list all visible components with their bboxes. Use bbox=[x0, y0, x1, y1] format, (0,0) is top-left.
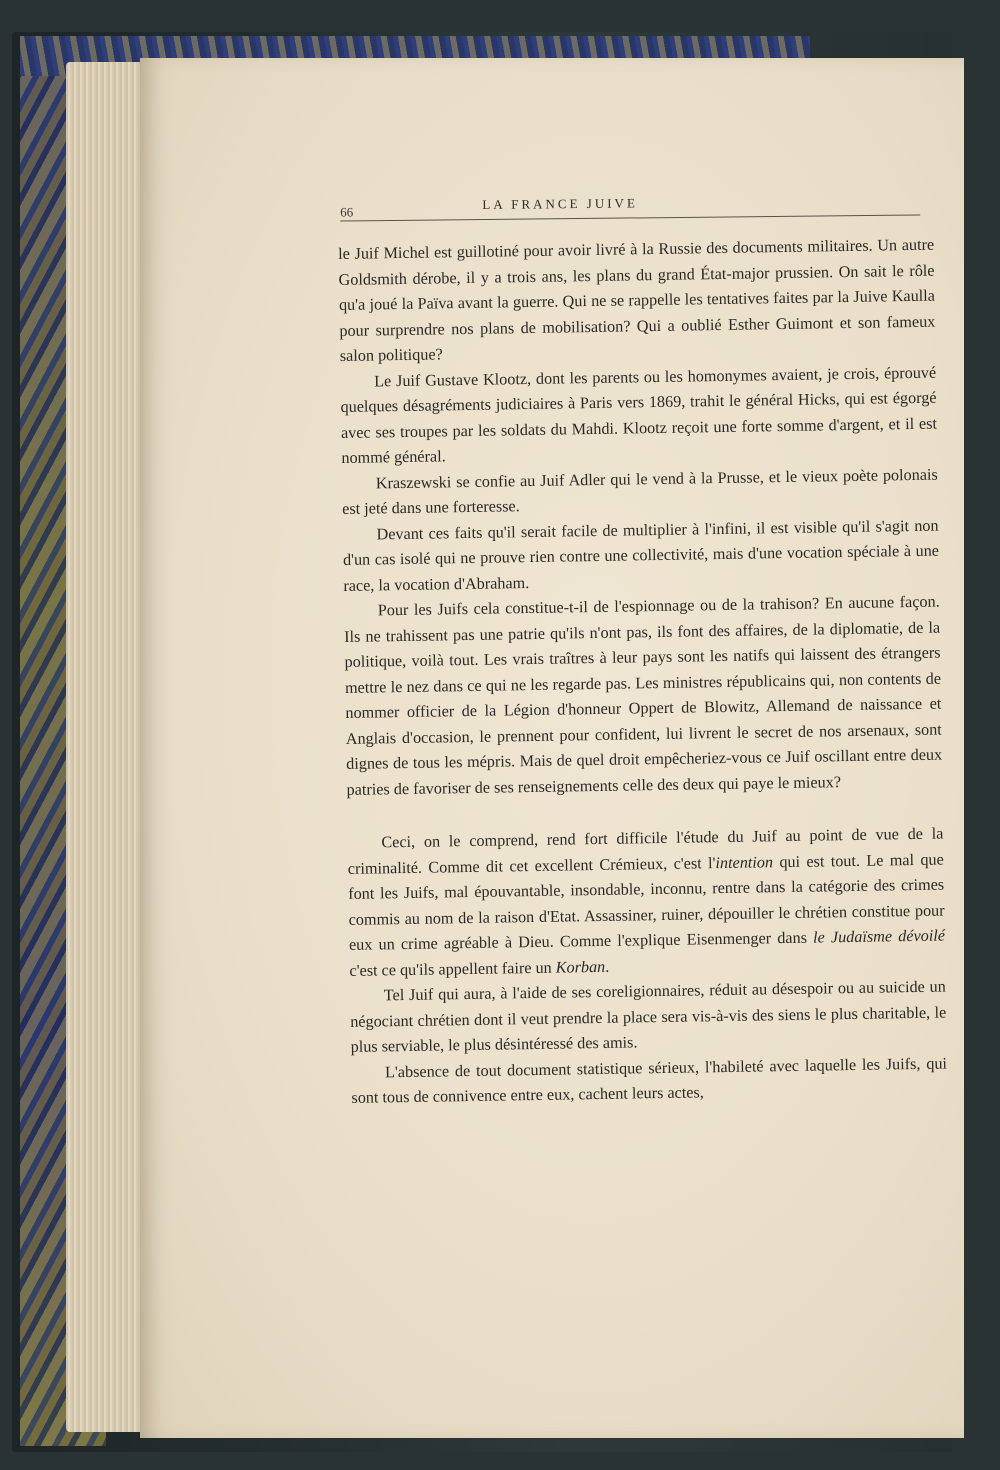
paragraph-8: L'absence de tout document statistique sérieux, l'habileté avec laquelle les Juifs, qui sont tous de connivence entre eux, cachent leurs actes, bbox=[351, 1054, 948, 1107]
paragraph-2: Le Juif Gustave Klootz, dont les parents ou les homonymes avaient, je crois, éprouvé quelques désagréments judiciaires à Paris vers 1869, trahit le général Hicks, qui est égorgé avec ses troupes par les soldats du Mahdi. Klootz reçoit une forte somme d'argent, et il est nommé général. bbox=[340, 363, 938, 467]
paragraph-3: Kraszewski se confie au Juif Adler qui le vend à la Prusse, et le vieux poète polonais est jeté dans une forteresse. bbox=[342, 465, 938, 518]
paragraph-6-emphasis-3: Korban bbox=[555, 957, 606, 977]
paragraph-6 bbox=[347, 822, 945, 984]
page-number: 66 bbox=[340, 204, 354, 220]
running-title: LA FRANCE JUIVE bbox=[482, 195, 638, 213]
paragraph-5: Pour les Juifs cela constitue-t-il de l'espionnage ou de la trahison? En aucune façon. Ils ne trahissent pas une patrie qu'ils n'ont pas, ils font des affaires, de la diplomatie, de la politique, voilà tout. Les vrais traîtres à leur pays sont les natifs qui laissent des étrangers mettre le nez dans ce qui ne les regarde pas. Les ministres républicains qui, non contents de nommer officier de la Légion d'honneur Oppert de Blowitz, Allemand de naissance et Anglais d'occasion, le prennent pour confident, lui livrent le secret de nos arsenaux, sont dignes de tous les mépris. Mais de quel droit empêcheriez-vous ce Juif oscillant entre deux patries de favoriser de ses renseignements celle des deux qui paye le mieux? bbox=[344, 592, 943, 799]
paragraph-6-part-4: . bbox=[605, 957, 610, 976]
paragraph-6-emphasis-1: intention bbox=[715, 852, 774, 872]
paragraph-7: Tel Juif qui aura, à l'aide de ses coreligionnaires, réduit au désespoir ou au suicide un négociant chrétien dont il veut prendre la place sera vis-à-vis des siens le plus charitable, le plus serviable, le plus désintéressé des amis. bbox=[350, 977, 947, 1056]
paragraph-6-emphasis-2: le Judaïsme dévoilé bbox=[812, 926, 946, 947]
paragraph-6-part-1: Ceci, on le comprend, rend fort difficile l'étude du Juif au point de vue de la criminalité. Comme dit cet excellent Crémieux, c'est l' bbox=[347, 824, 944, 878]
paragraph-4: Devant ces faits qu'il serait facile de multiplier à l'infini, il est visible qu'il s'agit non d'un cas isolé qui ne prouve rien contre une collectivité, mais d'une vocation spéciale à une race, la vocation d'Abraham. bbox=[342, 516, 940, 595]
paragraph-6-part-3: c'est ce qu'ils appellent faire un bbox=[349, 958, 556, 980]
paragraph-1: le Juif Michel est guillotiné pour avoir livré à la Russie des documents militaires. Un autre Goldsmith dérobe, il y a trois ans, les plans du grand État-major prussien. On sait le rôle qu'a joué la Païva avant la guerre. Qui ne se rappelle les tentatives faites par la Juive Kaulla pour surprendre nos plans de mobilisation? Qui a oublié Esther Guimont et son fameux salon politique? bbox=[338, 235, 936, 365]
body-text bbox=[338, 233, 948, 1112]
paragraph-6-part-2: qui est tout. Le mal que font les Juifs, mal épouvantable, insondable, inconnu, rentre dans la catégorie des crimes commis au nom de la raison d'Etat. Assassiner, ruiner, dépouiller le chrétien constitue pour eux un crime agréable à Dieu. Comme l'explique Eisenmenger dans bbox=[348, 850, 945, 954]
